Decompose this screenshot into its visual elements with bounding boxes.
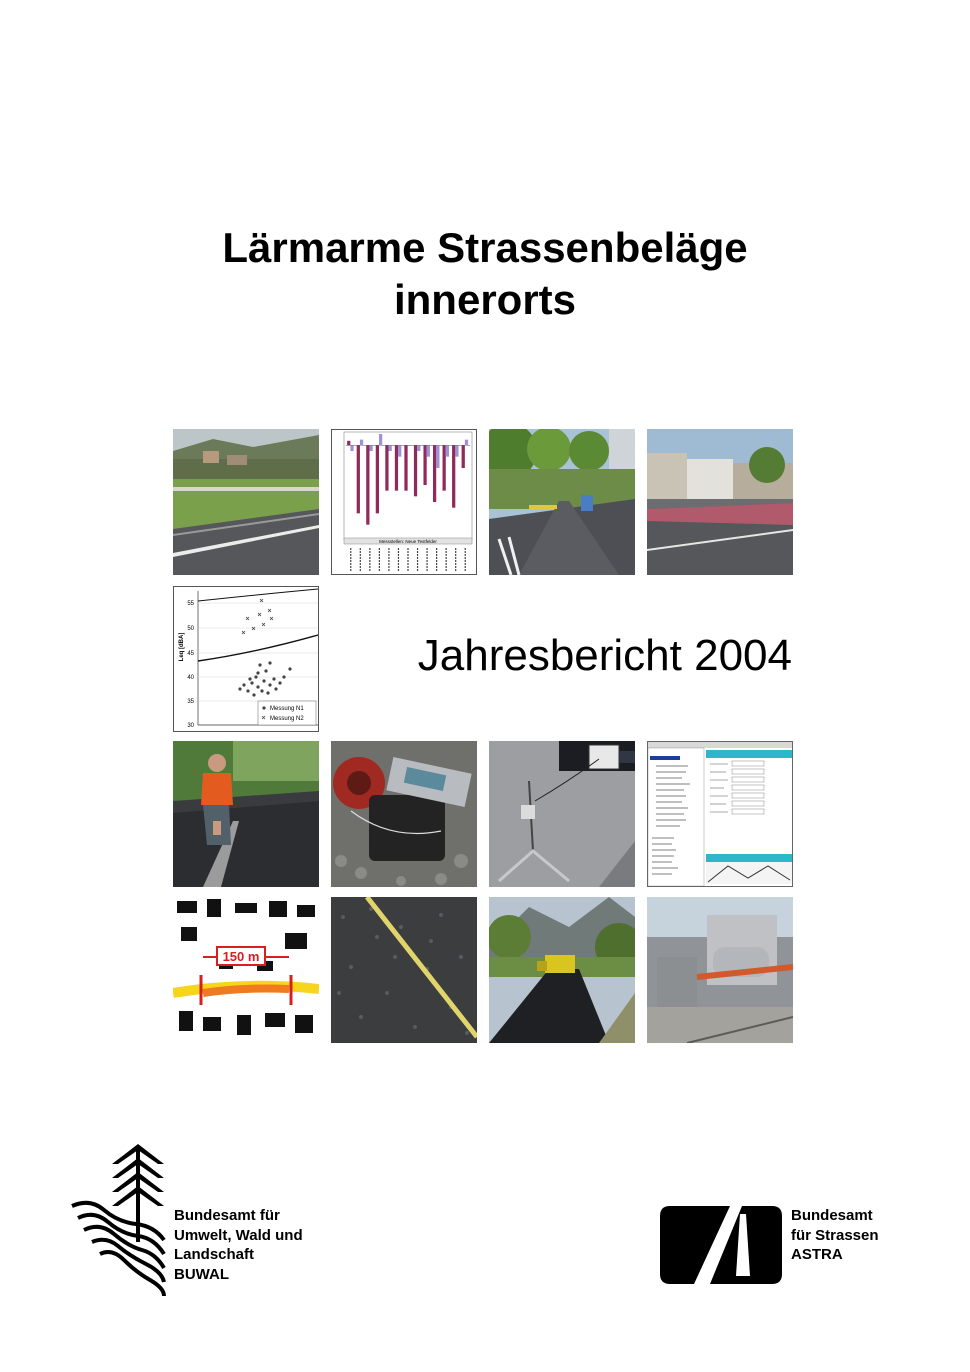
bar-mark (462, 445, 465, 468)
bar-mark (443, 445, 446, 490)
bar-mark (404, 445, 407, 490)
astra-line-3: ASTRA (791, 1246, 843, 1263)
bar-mark (379, 434, 382, 445)
buwal-line-1: Bundesamt für (174, 1207, 280, 1224)
map-section-icon (173, 897, 319, 1043)
bar-mark (357, 445, 360, 513)
bar-mark (389, 445, 392, 451)
bar-mark (455, 445, 458, 456)
buwal-line-4: BUWAL (174, 1265, 229, 1283)
bar-mark (376, 445, 379, 513)
measurement-equipment-photo-icon (331, 741, 477, 887)
microphone-stand-photo-icon (489, 741, 635, 887)
bar-mark (423, 445, 426, 485)
bar-mark (395, 445, 398, 490)
astra-line-1: Bundesamt (791, 1207, 873, 1224)
scatter-ytick: 40 (187, 675, 194, 681)
bar-mark (347, 441, 350, 446)
asphalt-texture-photo-icon (331, 897, 477, 1043)
astra-text (791, 1206, 879, 1265)
astra-line-2: für Strassen (791, 1226, 879, 1244)
map-distance-label: 150 m (222, 949, 260, 964)
buwal-logo (70, 1144, 170, 1302)
document-title (0, 222, 970, 326)
scatter-legend-entry: Messung N2 (270, 716, 304, 722)
bar-mark (436, 445, 439, 468)
tree-icon (112, 1144, 164, 1242)
scatter-plot-photo-icon (173, 586, 319, 732)
worker-measuring-photo-icon (173, 741, 319, 887)
town-street-photo-icon (647, 429, 793, 575)
bar-mark (385, 445, 388, 490)
buwal-line-3: Landschaft (174, 1246, 255, 1263)
scatter-ytick: 50 (187, 626, 194, 632)
water-waves-icon (72, 1203, 164, 1296)
bar-mark (433, 445, 436, 502)
astra-logo-icon (660, 1206, 782, 1284)
scatter-ytick: 45 (187, 651, 194, 657)
bar-mark (408, 445, 411, 446)
bar-mark (350, 445, 353, 451)
scatter-ylabel: Leq [dBA] (179, 632, 185, 662)
bar-mark (452, 445, 455, 507)
bar-mark (398, 445, 401, 456)
bar-mark (414, 445, 417, 496)
bar-chart-photo-icon (331, 429, 477, 575)
scatter-ytick: 55 (187, 601, 194, 607)
bar-mark (427, 445, 430, 456)
tree-lined-street-photo-icon (489, 429, 635, 575)
bar-mark (446, 445, 449, 456)
bar-chart-title: Messstellen: Neue Testfelder (379, 539, 437, 544)
scatter-ytick: 35 (187, 699, 194, 705)
title-line-2: innerorts (393, 276, 577, 323)
bar-mark (369, 445, 372, 451)
report-subtitle: Jahresbericht 2004 (417, 631, 792, 680)
buwal-line-2: Umwelt, Wald und (174, 1226, 303, 1244)
road-paving-photo-icon (489, 897, 635, 1043)
software-screenshot-icon (647, 741, 793, 887)
scatter-ytick: 30 (187, 723, 194, 729)
road-meadow-photo-icon (173, 429, 319, 575)
bar-mark (465, 440, 468, 446)
bar-mark (366, 445, 369, 524)
asphalt-plant-photo-icon (647, 897, 793, 1043)
buwal-text (174, 1206, 303, 1284)
scatter-legend-entry: Messung N1 (270, 706, 304, 712)
bar-mark (417, 445, 420, 451)
bar-mark (360, 440, 363, 446)
title-line-1: Lärmarme Strassenbeläge (222, 224, 748, 271)
